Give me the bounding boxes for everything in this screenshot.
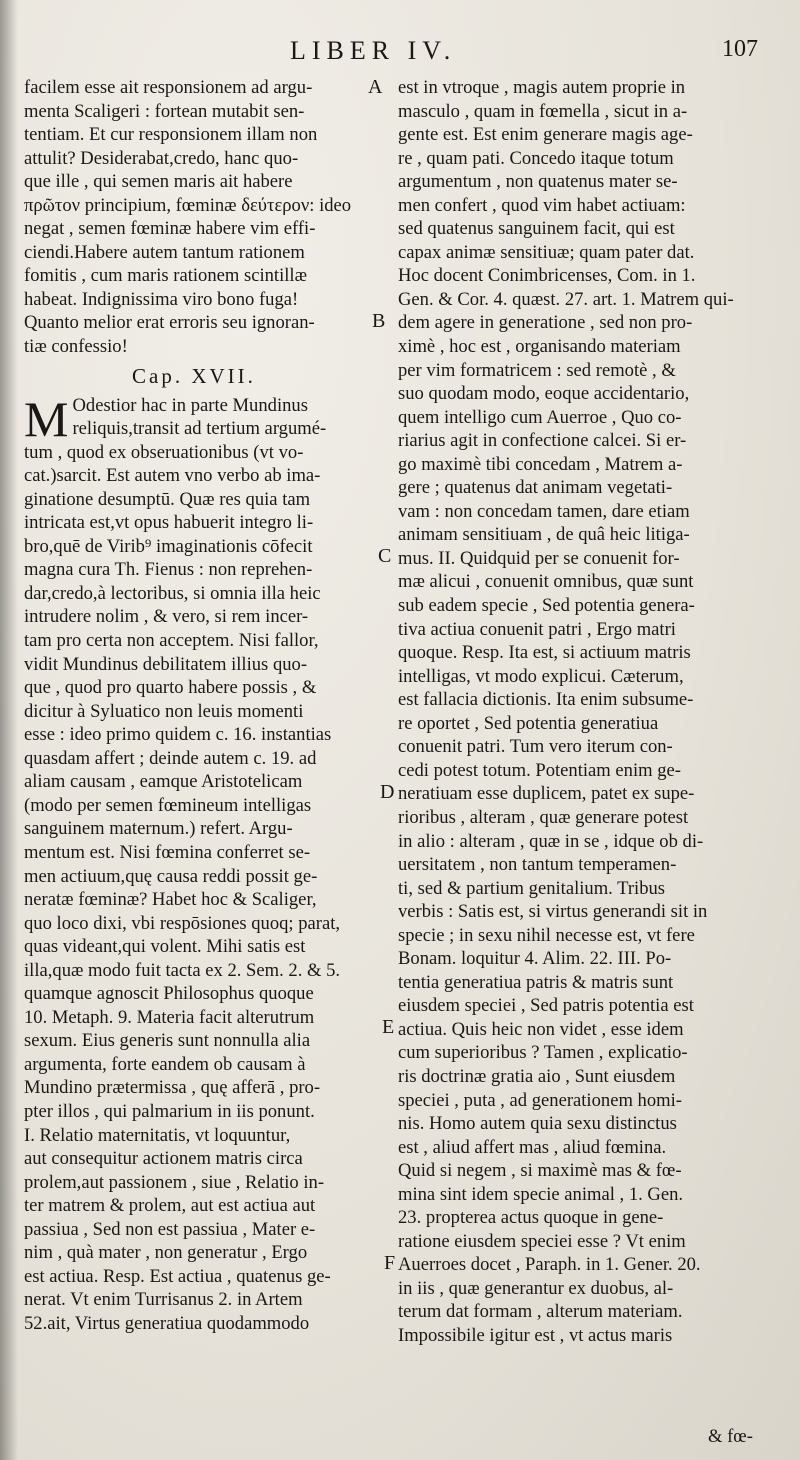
text-line: ris doctrinæ gratia aio , Sunt eiusdem: [398, 1065, 676, 1087]
text-line: ginatione desumptū. Quæ res quia tam: [24, 488, 311, 510]
text-line: riarius agit in confectione calcei. Si er-: [398, 430, 687, 452]
chapter-heading: Cap. XVII.: [132, 363, 256, 388]
text-line: men confert , quod vim habet actiuam:: [398, 194, 686, 216]
drop-cap: M: [24, 390, 69, 447]
text-line: Impossibile igitur est , vt actus maris: [398, 1324, 673, 1346]
left-column-text-after-chapter: [24, 390, 376, 1336]
text-line: argumentum , non quatenus mater se-: [398, 171, 678, 193]
page-number: 107: [722, 36, 758, 62]
text-line: tentia generatiua patris & matris sunt: [398, 971, 674, 993]
text-line: est actiua. Resp. Est actiua , quatenus ge-: [24, 1265, 331, 1287]
text-line: quo loco dixi, vbi respōsiones quoq; parat,: [24, 912, 341, 934]
text-line: quoque. Resp. Ita est, si actiuum matris: [398, 642, 691, 664]
text-line: Odestior hac in parte Mundinus: [72, 394, 308, 416]
text-line: quas videant,qui volent. Mihi satis est: [24, 936, 306, 958]
text-line: uersitatem , non tantum temperamen-: [398, 854, 677, 876]
text-line: nis. Homo autem quia sexu distinctus: [398, 1113, 677, 1135]
text-line: nerat. Vt enim Turrisanus 2. in Artem: [24, 1289, 303, 1311]
text-line: per vim formatricem : sed remotè , &: [398, 359, 676, 381]
text-line: ciendi.Habere autem tantum rationem: [24, 241, 305, 263]
text-line: mina sint idem specie animal , 1. Gen.: [398, 1183, 684, 1205]
text-line: sexum. Eius generis sunt nonnulla alia: [24, 1030, 311, 1052]
text-line: tam pro certa non acceptem. Nisi fallor,: [24, 630, 319, 652]
text-line: actiua. Quis heic non videt , esse idem: [398, 1018, 684, 1040]
text-line: quamque agnoscit Philosophus quoque: [24, 983, 314, 1005]
text-line: dar,credo,à lectoribus, si omnia illa heic: [24, 582, 321, 604]
running-head: LIBER IV.: [290, 36, 457, 65]
text-line: quasdam affert ; deinde autem c. 19. ad: [24, 747, 317, 769]
text-line: eiusdem speciei , Sed patris potentia est: [398, 995, 694, 1017]
text-line: Auerroes docet , Paraph. in 1. Gener. 20.: [398, 1254, 701, 1276]
text-line: re , quam pati. Concedo itaque totum: [398, 147, 674, 169]
text-line: ter matrem & prolem, aut est actiua aut: [24, 1195, 316, 1217]
left-column: [24, 76, 376, 1335]
text-line: fomitis , cum maris rationem scintillæ: [24, 265, 308, 287]
text-line: Hoc docent Conimbricenses, Com. in 1.: [398, 265, 696, 287]
right-column: [398, 76, 780, 1348]
text-line: gere ; quatenus dat animam vegetati-: [398, 477, 673, 499]
text-line: dicitur à Syluatico non leuis momenti: [24, 700, 304, 722]
text-line: cedi potest totum. Potentiam enim ge-: [398, 759, 681, 781]
text-line: animam sensitiuam , de quâ heic litiga-: [398, 524, 690, 546]
text-line: vam : non concedam tamen, dare etiam: [398, 500, 690, 522]
text-line: reliquis,transit ad tertium argumé-: [72, 418, 327, 440]
text-line: aut consequitur actionem matris circa: [24, 1148, 303, 1170]
text-line: sanguinem maternum.) refert. Argu-: [24, 818, 293, 840]
margin-letter-b: B: [372, 310, 386, 332]
text-line: ximè , hoc est , organisando materiam: [398, 336, 681, 358]
text-line: 10. Metaph. 9. Materia facit alterutrum: [24, 1006, 315, 1028]
text-line: vidit Mundinus debilitatem illius quo-: [24, 653, 308, 675]
text-line: Mundino prætermissa , quę afferā , pro-: [24, 1077, 321, 1099]
text-line: est , aliud affert mas , aliud fœmina.: [398, 1136, 667, 1158]
text-line: speciei , puta , ad generationem homi-: [398, 1089, 682, 1111]
text-line: masculo , quam in fœmella , sicut in a-: [398, 100, 688, 122]
margin-letter-c: C: [378, 545, 392, 567]
margin-letter-e: E: [382, 1016, 395, 1038]
text-line: (modo per semen fœmineum intelligas: [24, 794, 312, 816]
left-column-text-before-chapter: [24, 76, 376, 359]
text-line: mus. II. Quidquid per se conuenit for-: [398, 547, 680, 569]
text-line: Quid si negem , si maximè mas & fœ-: [398, 1160, 682, 1182]
right-column-text: [398, 76, 780, 1348]
text-line: intricata est,vt opus habuerit integro li-: [24, 512, 314, 534]
text-line: tentiam. Et cur responsionem illam non: [24, 124, 318, 146]
page-header: [0, 34, 800, 74]
text-line: gente est. Est enim generare magis age-: [398, 124, 693, 146]
text-line: facilem esse ait responsionem ad argu-: [24, 77, 313, 98]
text-line: tiæ confessio!: [24, 336, 128, 358]
text-line: Gen. & Cor. 4. quæst. 27. art. 1. Matrem qui-: [398, 288, 734, 310]
text-line: suo quodam modo, eoque accidentario,: [398, 383, 690, 405]
text-line: habeat. Indignissima viro bono fuga!: [24, 288, 299, 310]
text-line: illa,quæ modo fuit tacta ex 2. Sem. 2. & 5.: [24, 959, 341, 981]
margin-letter-f: F: [384, 1252, 396, 1274]
text-line: ratione eiusdem speciei esse ? Vt enim: [398, 1230, 686, 1252]
text-line: intrudere nolim , & vero, si rem incer-: [24, 606, 309, 628]
text-line: specie ; in sexu nihil necesse est, vt fere: [398, 924, 695, 946]
text-line: tiva actiua conuenit patri , Ergo matri: [398, 618, 676, 640]
text-line: que , quod pro quarto habere possis , &: [24, 677, 317, 699]
text-line: menta Scaligeri : fortean mutabit sen-: [24, 100, 305, 122]
text-line: argumenta, forte eandem ob causam à: [24, 1053, 306, 1075]
text-line: quem intelligo cum Auerroe , Quo co-: [398, 406, 682, 428]
text-line: ti, sed & partium genitalium. Tribus: [398, 877, 666, 899]
text-line: neratiuam esse duplicem, patet ex supe-: [398, 783, 695, 805]
text-line: pter illos , qui palmarium in iis ponunt.: [24, 1100, 315, 1122]
text-line: men actiuum,quę causa reddi possit ge-: [24, 865, 318, 887]
text-line: verbis : Satis est, si virtus generandi sit in: [398, 901, 708, 923]
text-line: conuenit patri. Tum vero iterum con-: [398, 736, 673, 758]
text-line: est in vtroque , magis autem proprie in: [398, 77, 686, 98]
text-line: bro,quē de Virib⁹ imaginationis cōfecit: [24, 535, 313, 557]
text-line: Quanto melior erat erroris seu ignoran-: [24, 312, 315, 334]
text-line: aliam causam , eamque Aristotelicam: [24, 771, 303, 793]
catchword: & fœ-: [708, 1426, 753, 1447]
text-line: Bonam. loquitur 4. Alim. 22. III. Po-: [398, 948, 672, 970]
text-line: tum , quod ex obseruationibus (vt vo-: [24, 441, 304, 463]
text-line: magna cura Th. Fienus : non reprehen-: [24, 559, 313, 581]
text-line: mæ alicui , conuenit omnibus, quæ sunt: [398, 571, 694, 593]
text-line: cat.)sarcit. Est autem vno verbo ab ima-: [24, 465, 321, 487]
text-line: passiua , Sed non est passiua , Mater e-: [24, 1218, 316, 1240]
text-line: attulit? Desiderabat,credo, hanc quo-: [24, 147, 299, 169]
text-line: negat , semen fœminæ habere vim effi-: [24, 218, 316, 240]
text-line: I. Relatio maternitatis, vt loquuntur,: [24, 1124, 291, 1146]
text-line: in alio : alteram , quæ in se , idque ob di-: [398, 830, 704, 852]
text-line: esse : ideo primo quidem c. 16. instantias: [24, 724, 332, 746]
text-line: sed quatenus sanguinem facit, qui est: [398, 218, 675, 240]
text-line: re oportet , Sed potentia generatiua: [398, 712, 659, 734]
margin-letter-a: A: [368, 76, 383, 98]
text-line: nim , quà mater , non generatur , Ergo: [24, 1242, 308, 1264]
text-line: terum dat formam , alterum materiam.: [398, 1301, 683, 1323]
text-line: intelligas, vt modo explicui. Cæterum,: [398, 665, 684, 687]
text-line: neratæ fœminæ? Habet hoc & Scaliger,: [24, 889, 317, 911]
text-line: in iis , quæ generantur ex duobus, al-: [398, 1277, 674, 1299]
text-line: mentum est. Nisi fœmina conferret se-: [24, 841, 311, 863]
text-line: 52.ait, Virtus generatiua quodammodo: [24, 1312, 310, 1334]
text-line: que ille , qui semen maris ait habere: [24, 171, 293, 193]
text-line: prolem,aut passionem , siue , Relatio in-: [24, 1171, 325, 1193]
text-line: rioribus , alteram , quæ generare potest: [398, 806, 689, 828]
text-line: sub eadem specie , Sed potentia genera-: [398, 595, 695, 617]
text-line: go maximè tibi concedam , Matrem a-: [398, 453, 683, 475]
text-line: 23. propterea actus quoque in gene-: [398, 1207, 664, 1229]
margin-letter-d: D: [380, 781, 395, 803]
text-line: capax animæ sensitiuæ; quam pater dat.: [398, 241, 695, 263]
text-line: dem agere in generatione , sed non pro-: [398, 312, 693, 334]
text-line: πρῶτον principium, fœminæ δεύτερον: ideo: [24, 194, 352, 216]
text-line: cum superioribus ? Tamen , explicatio-: [398, 1042, 688, 1064]
text-line: est fallacia dictionis. Ita enim subsume-: [398, 689, 694, 711]
